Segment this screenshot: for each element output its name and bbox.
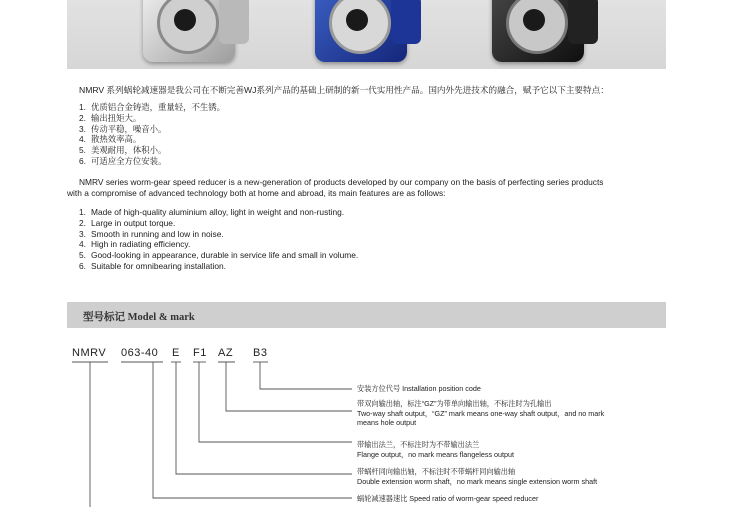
list-item: 3. Smooth in running and low in noise. — [79, 228, 224, 239]
list-item: 6. Suitable for omnibearing installation. — [79, 260, 227, 271]
list-item: 1. 优质铝合金铸造，重量轻，不生锈。 — [79, 102, 225, 112]
list-item: 5. 美观耐用，体积小。 — [79, 145, 167, 156]
list-item: 2. Large in output torque. — [79, 217, 176, 228]
intro-chinese: NMRV 系列蜗轮减速器是我公司在不断完善WJ系列产品的基础上研制的新一代实用性产品。国内外先进技术的融合，赋予它以下主要特点： — [79, 85, 609, 95]
code-b3: B3 — [253, 347, 268, 359]
note-flange-output: 带输出法兰，不标注时为不带输出法兰 Flange output，no mark means flangeless output — [357, 440, 515, 459]
code-series: NMRV — [72, 347, 107, 359]
section-title: 型号标记 Model & mark — [83, 312, 195, 323]
code-az: AZ — [218, 347, 234, 359]
leader-b3 — [260, 362, 352, 389]
list-item: 1. Made of high-quality aluminium alloy, light in weight and non-rusting. — [79, 207, 345, 217]
list-item: 4. 散热效率高。 — [79, 134, 142, 145]
leader-az — [226, 362, 352, 411]
code-e: E — [172, 347, 180, 359]
list-item: 2. 输出扭矩大。 — [79, 112, 142, 123]
list-item: 5. Good-looking in appearance, durable in service life and small in volume. — [79, 250, 359, 261]
note-speed-ratio: 蜗轮减速器速比 Speed ratio of worm-gear speed reducer — [357, 494, 539, 503]
code-ratio: 063-40 — [121, 347, 159, 359]
note-shaft-output: 带双向输出轴，标注“GZ”为带单向输出轴，不标注时为孔输出 Two-way shaft output，“GZ” mark means one-way shaft output，and no mark means hole output — [357, 399, 605, 428]
leader-ratio — [153, 362, 352, 498]
list-item: 6. 可适应全方位安装。 — [79, 155, 167, 166]
list-item: 4. High in radiating efficiency. — [79, 239, 191, 250]
note-installation-position: 安装方位代号 Installation position code — [357, 384, 481, 393]
leader-e — [176, 362, 352, 474]
leader-f1 — [199, 362, 352, 442]
intro-english: NMRV series worm-gear speed reducer is a new-generation of products developed by our company on the basis of perfecting series products with a compromise of advanced technology both at home and abroad, its main features are as follows: — [67, 177, 604, 198]
code-f1: F1 — [193, 347, 207, 359]
note-worm-shaft: 带蜗杆同向输出轴，不标注时不带蜗杆同向输出轴 Double extension worm shaft，no mark means single extension worm shaft — [357, 467, 598, 486]
list-item: 3. 传动平稳，噪音小。 — [79, 123, 167, 134]
